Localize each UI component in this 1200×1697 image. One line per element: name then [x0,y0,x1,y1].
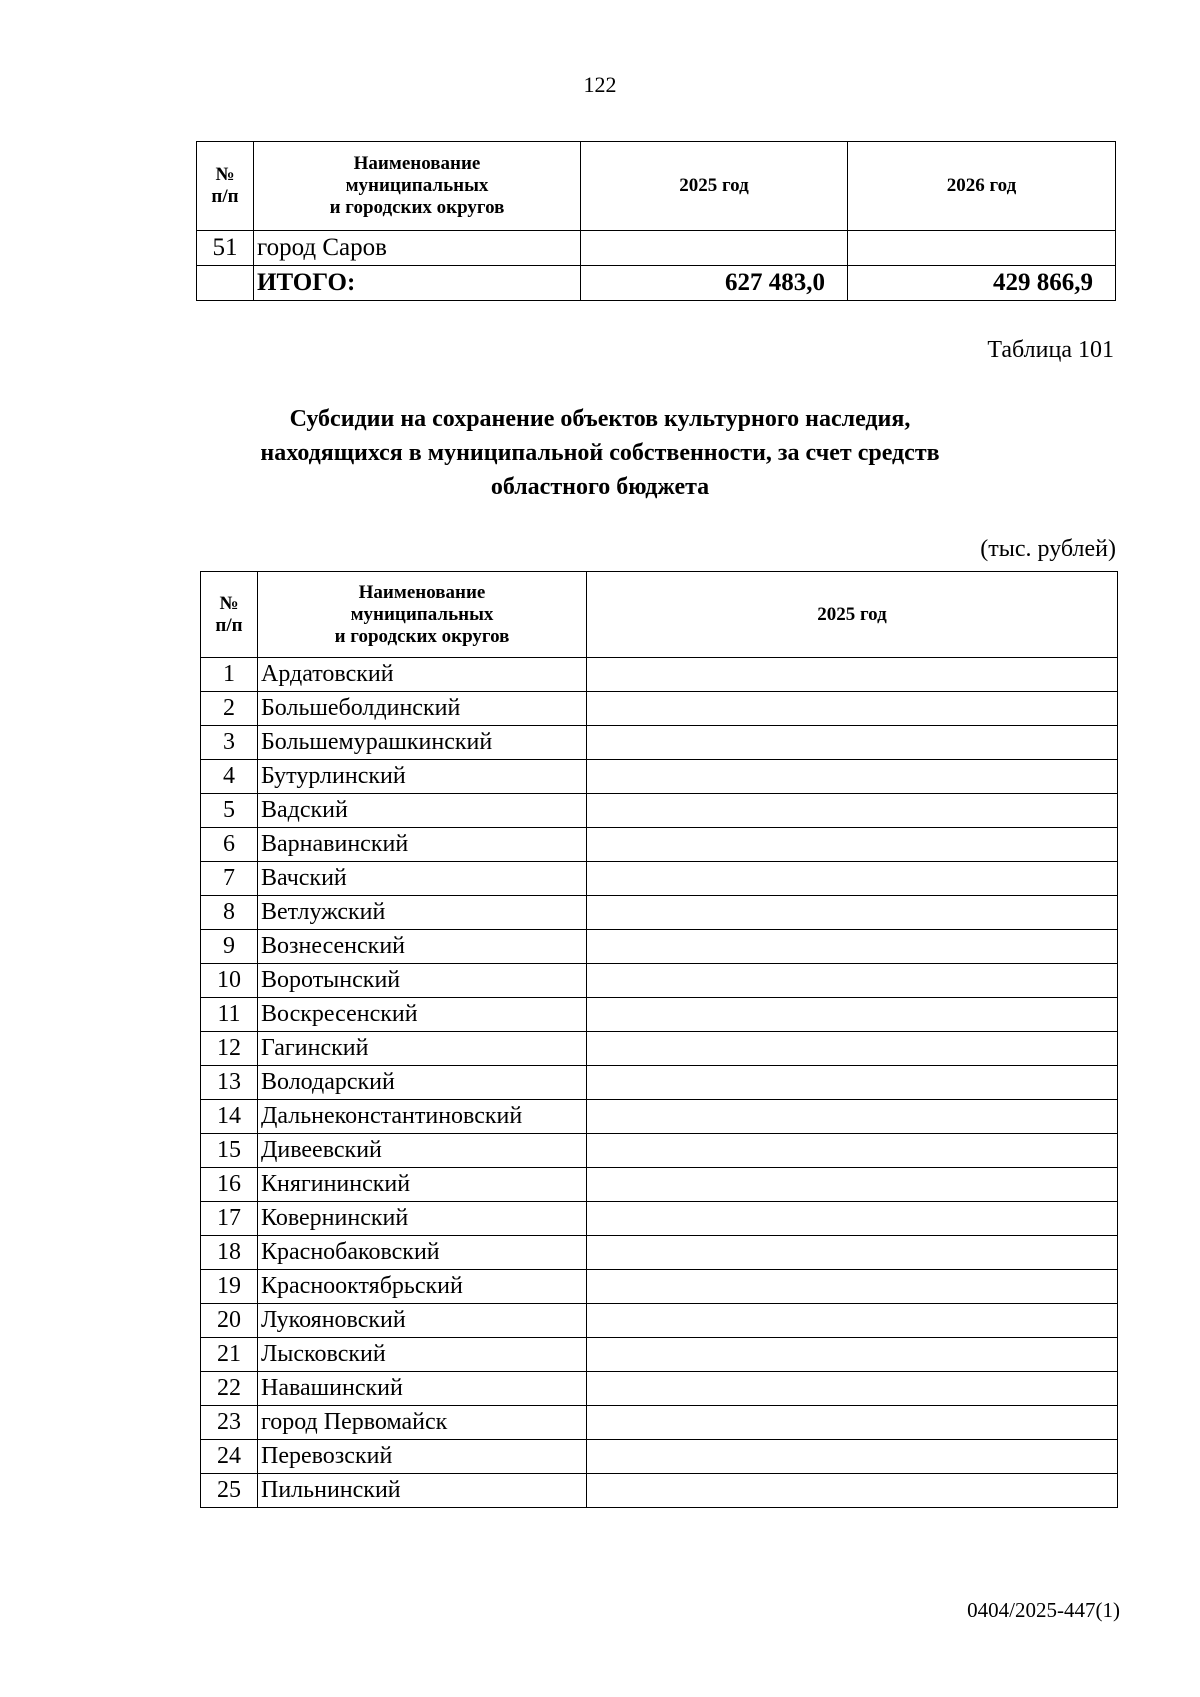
table-row [201,760,1118,794]
table-row [201,1066,1118,1100]
row-num: 1 [201,658,258,692]
row-num: 24 [201,1440,258,1474]
header-2026: 2026 год [848,142,1116,231]
table-row [201,1202,1118,1236]
row-num: 9 [201,930,258,964]
row-value-2026 [848,231,1116,266]
row-value-2025 [587,964,1118,998]
row-num: 2 [201,692,258,726]
row-name: Гагинский [258,1032,587,1066]
row-value-2025 [587,692,1118,726]
row-num: 17 [201,1202,258,1236]
total-label: ИТОГО: [254,266,581,301]
row-num: 19 [201,1270,258,1304]
table-row [201,964,1118,998]
row-num: 4 [201,760,258,794]
row-value-2025 [587,1474,1118,1508]
table-row [201,862,1118,896]
row-name: город Саров [254,231,581,266]
row-value-2025 [587,1372,1118,1406]
row-value-2025 [587,1134,1118,1168]
row-name: Лукояновский [258,1304,587,1338]
header-name: Наименование муниципальных и городских округов [254,142,581,231]
row-value-2025 [587,794,1118,828]
total-2026: 429 866,9 [848,266,1116,301]
table-title [0,402,1200,504]
table-row [201,828,1118,862]
row-num: 7 [201,862,258,896]
row-value-2025 [587,828,1118,862]
row-num: 6 [201,828,258,862]
row-value-2025 [587,1100,1118,1134]
row-name: Краснобаковский [258,1236,587,1270]
table-row [201,1168,1118,1202]
table-row [201,794,1118,828]
row-num: 25 [201,1474,258,1508]
table-row [201,1338,1118,1372]
table-row [201,658,1118,692]
row-name: Навашинский [258,1372,587,1406]
row-num: 5 [201,794,258,828]
row-num: 21 [201,1338,258,1372]
table-row [201,1406,1118,1440]
row-value-2025 [587,1406,1118,1440]
row-name: Пильнинский [258,1474,587,1508]
table-row [201,1372,1118,1406]
row-num: 15 [201,1134,258,1168]
table-label: Таблица 101 [987,337,1114,363]
row-value-2025 [587,896,1118,930]
row-value-2025 [587,1202,1118,1236]
total-row [197,266,1116,301]
row-name: Дивеевский [258,1134,587,1168]
table-row [201,1304,1118,1338]
row-value-2025 [587,1440,1118,1474]
row-value-2025 [587,862,1118,896]
title-line-1: Субсидии на сохранение объектов культурного наследия, [289,406,911,432]
table-row [201,1270,1118,1304]
header-num: № п/п [197,142,254,231]
row-value-2025 [587,998,1118,1032]
title-line-2: находящихся в муниципальной собственности, за счет средств [260,440,940,466]
row-num: 20 [201,1304,258,1338]
row-name: Перевозский [258,1440,587,1474]
table-row [201,726,1118,760]
title-line-3: областного бюджета [490,474,710,500]
row-value-2025 [587,1032,1118,1066]
row-name: Большемурашкинский [258,726,587,760]
table-row [201,1032,1118,1066]
row-num: 3 [201,726,258,760]
row-name: Ковернинский [258,1202,587,1236]
row-value-2025 [587,930,1118,964]
row-num: 51 [197,231,254,266]
table-row [197,231,1116,266]
table-row [201,896,1118,930]
table-row [201,1440,1118,1474]
row-name: город Первомайск [258,1406,587,1440]
row-name: Воскресенский [258,998,587,1032]
row-value-2025 [587,1168,1118,1202]
row-name: Лысковский [258,1338,587,1372]
row-name: Вадский [258,794,587,828]
row-name: Краснооктябрьский [258,1270,587,1304]
table-row [201,998,1118,1032]
row-name: Дальнеконстантиновский [258,1100,587,1134]
row-value-2025 [581,231,848,266]
table-row [201,1236,1118,1270]
row-num: 14 [201,1100,258,1134]
row-name: Воротынский [258,964,587,998]
row-name: Варнавинский [258,828,587,862]
total-2025: 627 483,0 [581,266,848,301]
table-row [201,1474,1118,1508]
header-2025: 2025 год [587,572,1118,658]
row-name: Вачский [258,862,587,896]
table-row [201,1100,1118,1134]
row-num: 16 [201,1168,258,1202]
row-name: Большеболдинский [258,692,587,726]
header-name: Наименование муниципальных и городских округов [258,572,587,658]
row-num: 22 [201,1372,258,1406]
table-row [201,930,1118,964]
document-code: 0404/2025-447(1) [967,1598,1120,1622]
row-value-2025 [587,726,1118,760]
row-value-2025 [587,1066,1118,1100]
subsidies-table [200,571,1118,1508]
row-name: Ветлужский [258,896,587,930]
row-name: Бутурлинский [258,760,587,794]
table-row [201,692,1118,726]
header-num: № п/п [201,572,258,658]
row-num: 12 [201,1032,258,1066]
row-num: 23 [201,1406,258,1440]
total-num-empty [197,266,254,301]
row-name: Володарский [258,1066,587,1100]
header-2025: 2025 год [581,142,848,231]
continued-table [196,141,1116,301]
table-row [201,1134,1118,1168]
row-name: Вознесенский [258,930,587,964]
row-value-2025 [587,1338,1118,1372]
units-label: (тыс. рублей) [980,536,1116,562]
row-num: 13 [201,1066,258,1100]
row-num: 11 [201,998,258,1032]
row-value-2025 [587,1236,1118,1270]
row-name: Ардатовский [258,658,587,692]
row-value-2025 [587,658,1118,692]
row-name: Княгининский [258,1168,587,1202]
row-value-2025 [587,1270,1118,1304]
page-number: 122 [583,72,617,97]
row-value-2025 [587,1304,1118,1338]
row-num: 18 [201,1236,258,1270]
row-num: 8 [201,896,258,930]
row-num: 10 [201,964,258,998]
row-value-2025 [587,760,1118,794]
